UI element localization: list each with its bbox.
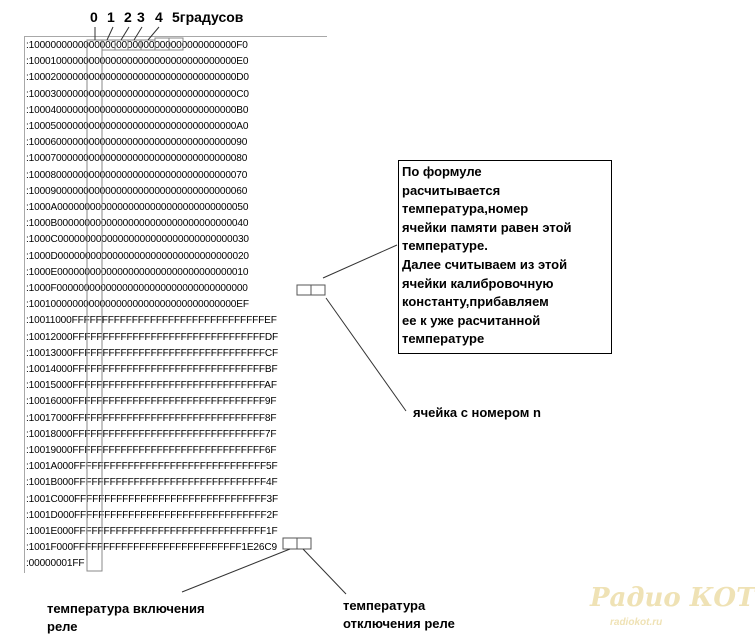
hex-record-line: :10000000000000000000000000000000000000F0 <box>26 40 248 51</box>
column-box-5 <box>155 38 169 50</box>
hex-record-line: :10015000FFFFFFFFFFFFFFFFFFFFFFFFFFFFFFFFAF <box>26 380 277 392</box>
hex-record-line: :1001F000FFFFFFFFFFFFFFFFFFFFFFFFFFFF1E26C9 <box>26 542 277 554</box>
cell-n-pointer-line <box>326 298 406 411</box>
degree-label-3: 3 <box>137 9 145 25</box>
degree-connector <box>107 27 113 40</box>
cell-n-box-adjacent <box>311 285 325 295</box>
watermark-logo: Радио КОТ <box>590 583 755 613</box>
hex-record-line: :1000E00000000000000000000000000000000010 <box>26 266 249 278</box>
note-pointer-line <box>323 245 397 278</box>
column-box-4 <box>141 40 155 50</box>
hex-record-line: :10010000000000000000000000000000000000EF <box>26 299 249 311</box>
relay-on-pointer-line <box>182 549 290 592</box>
hex-record-line: :10019000FFFFFFFFFFFFFFFFFFFFFFFFFFFFFFFF6F <box>26 445 277 456</box>
hex-record-line: :1001C000FFFFFFFFFFFFFFFFFFFFFFFFFFFFFFFF3F <box>26 493 279 505</box>
hex-record-line: :1000800000000000000000000000000000000070 <box>26 169 248 181</box>
note-line: расчитывается <box>402 182 501 198</box>
hex-record-line: :10017000FFFFFFFFFFFFFFFFFFFFFFFFFFFFFFFF8F <box>26 412 277 424</box>
hex-record-line: :1000A00000000000000000000000000000000050 <box>26 202 249 213</box>
note-line: ячейки памяти равен этой <box>402 219 572 235</box>
note-line: температуре <box>402 331 485 347</box>
column-box-2 <box>115 40 128 50</box>
hex-record-line: :1000F00000000000000000000000000000000000 <box>26 283 248 294</box>
hex-record-line: :10004000000000000000000000000000000000B0 <box>26 104 249 116</box>
hex-record-line: :10002000000000000000000000000000000000D0 <box>26 72 249 84</box>
degree-label-4: 4 <box>155 9 163 25</box>
note-line: ее к уже расчитанной <box>402 312 541 328</box>
cell-n-label: ячейка с номером n <box>413 405 541 420</box>
hex-record-line: :1001A000FFFFFFFFFFFFFFFFFFFFFFFFFFFFFFFF5F <box>26 461 278 473</box>
hex-record-line: :10003000000000000000000000000000000000C0 <box>26 88 249 100</box>
hex-record-line: :10018000FFFFFFFFFFFFFFFFFFFFFFFFFFFFFFFF7F <box>26 428 277 440</box>
hex-record-line: :1000C00000000000000000000000000000000030 <box>26 234 249 246</box>
hex-record-line: :1001E000FFFFFFFFFFFFFFFFFFFFFFFFFFFFFFFF1F <box>26 526 278 537</box>
relay-on-value-box <box>283 538 297 549</box>
degree-label-2: 2 <box>124 9 132 25</box>
relay-off-pointer-line <box>303 549 346 594</box>
degree-label-5: 5градусов <box>172 9 244 25</box>
relay-on-label-line: температура включения <box>47 601 205 616</box>
relay-on-label-line: реле <box>47 619 78 634</box>
hex-record-line: :10016000FFFFFFFFFFFFFFFFFFFFFFFFFFFFFFFF9F <box>26 396 277 408</box>
degree-label-0: 0 <box>90 9 98 25</box>
degree-connector <box>121 27 129 40</box>
degree-label-1: 1 <box>107 9 115 25</box>
cell-n-box <box>297 285 311 295</box>
hex-record-line: :00000001FF <box>26 558 85 570</box>
column-box-6 <box>169 38 183 50</box>
note-line: ячейки калибровочную <box>402 275 554 291</box>
degree-connector <box>134 27 142 40</box>
hex-record-line: :10012000FFFFFFFFFFFFFFFFFFFFFFFFFFFFFFFFDF <box>26 331 279 343</box>
watermark-url: radiokot.ru <box>610 617 663 628</box>
note-line: По формуле <box>402 164 482 179</box>
hex-record-line: :1000B00000000000000000000000000000000040 <box>26 218 249 230</box>
relay-off-label-line: отключения реле <box>343 616 455 631</box>
hex-record-line: :1001D000FFFFFFFFFFFFFFFFFFFFFFFFFFFFFFFF2F <box>26 509 279 521</box>
hex-record-line: :1000700000000000000000000000000000000080 <box>26 153 248 165</box>
hex-record-line: :1000D00000000000000000000000000000000020 <box>26 250 249 262</box>
hex-record-line: :1001B000FFFFFFFFFFFFFFFFFFFFFFFFFFFFFFFF4F <box>26 477 278 489</box>
note-line: температура,номер <box>402 201 529 217</box>
relay-off-label-line: температура <box>343 598 426 613</box>
hex-record-line: :10014000FFFFFFFFFFFFFFFFFFFFFFFFFFFFFFFFBF <box>26 364 278 375</box>
hex-record-line: :10005000000000000000000000000000000000A0 <box>26 121 249 132</box>
note-line: температуре. <box>402 238 488 254</box>
note-line: константу,прибавляем <box>402 294 549 310</box>
hex-record-line: :1000900000000000000000000000000000000060 <box>26 185 248 197</box>
hex-record-line: :10013000FFFFFFFFFFFFFFFFFFFFFFFFFFFFFFFFCF <box>26 347 279 359</box>
column-box-0 <box>87 40 102 571</box>
hex-record-line: :1000600000000000000000000000000000000090 <box>26 137 248 149</box>
hex-record-line: :10001000000000000000000000000000000000E0 <box>26 56 249 68</box>
relay-off-value-box <box>297 538 311 549</box>
note-line: Далее считываем из этой <box>402 256 568 272</box>
hex-record-line: :10011000FFFFFFFFFFFFFFFFFFFFFFFFFFFFFFFFEF <box>26 315 277 327</box>
column-box-1 <box>102 40 115 50</box>
column-box-3 <box>128 40 141 50</box>
